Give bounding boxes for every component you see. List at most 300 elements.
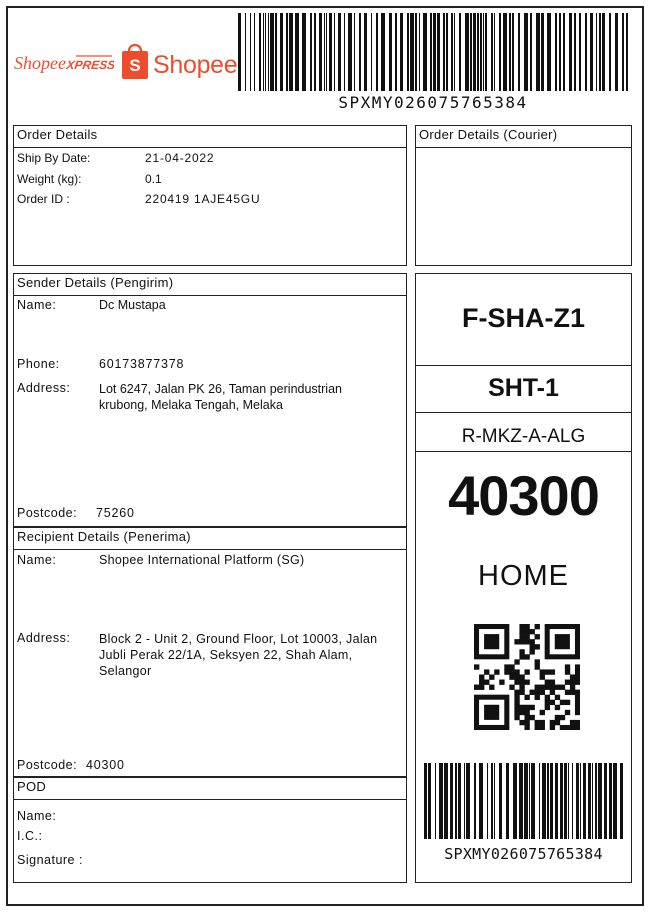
recipient-details-header: Recipient Details (Penerima) (14, 528, 406, 550)
spx-logo-mark (14, 48, 114, 78)
barcode-bar (410, 13, 414, 91)
route-code: R-MKZ-A-ALG (461, 426, 586, 447)
sender-postcode-label: Postcode: (17, 506, 78, 520)
barcode-bar (389, 13, 392, 91)
qr-module (519, 685, 524, 690)
qr-module (575, 669, 580, 674)
barcode-bar (329, 13, 332, 91)
barcode-bar (598, 763, 602, 839)
qr-module (530, 629, 535, 634)
qr-module (519, 720, 524, 725)
qr-module (555, 705, 560, 710)
qr-module (545, 695, 550, 700)
hub-code: F-SHA-Z1 (462, 303, 585, 333)
divider-2 (415, 412, 632, 413)
qr-module (570, 685, 575, 690)
barcode-bar (270, 13, 274, 91)
barcode-bar (555, 13, 557, 91)
qr-module (524, 705, 529, 710)
qr-module (555, 695, 560, 700)
qr-module (524, 695, 529, 700)
order-details-courier-header: Order Details (Courier) (416, 126, 631, 148)
barcode-bar (250, 13, 251, 91)
qr-module (509, 669, 514, 674)
qr-module (560, 715, 565, 720)
qr-module (504, 664, 509, 669)
barcode-bar (563, 13, 565, 91)
barcode-bar (376, 13, 378, 91)
qr-code-icon (474, 624, 580, 730)
order-details-courier-box (415, 125, 632, 266)
barcode-bar (245, 13, 246, 91)
qr-module (540, 690, 545, 695)
sorting-postcode: 40300 (448, 464, 599, 527)
qr-module (575, 700, 580, 705)
barcode-bar (344, 13, 345, 91)
barcode-bar (364, 13, 367, 91)
recipient-details-box (13, 527, 407, 777)
qr-module (575, 680, 580, 685)
barcode-bar (555, 763, 558, 839)
qr-module (560, 685, 565, 690)
barcode-bar (314, 13, 316, 91)
top-barcode (236, 13, 630, 91)
barcode-bar (547, 763, 549, 839)
barcode-bar (263, 13, 264, 91)
qr-module (570, 674, 575, 679)
qr-module (550, 720, 555, 725)
svg-text:XPRESS: XPRESS (65, 58, 114, 72)
qr-module (514, 700, 519, 705)
barcode-bar (541, 13, 544, 91)
qr-module (565, 669, 570, 674)
barcode-bar (238, 13, 241, 91)
pod-ic-label: I.C.: (17, 829, 43, 843)
qr-module (535, 695, 540, 700)
qr-module (519, 674, 524, 679)
barcode-bar (529, 763, 530, 839)
barcode-bar (371, 13, 372, 91)
qr-module (479, 685, 484, 690)
barcode-bar (439, 763, 443, 839)
qr-module (514, 659, 519, 664)
qr-module (524, 634, 529, 639)
barcode-bar (494, 13, 495, 91)
recipient-address-value: Block 2 - Unit 2, Ground Floor, Lot 10003, Jalan Jubli Perak 22/1A, Seksyen 22, Shah Alam, Selangor (99, 632, 378, 678)
qr-module (545, 669, 550, 674)
barcode-bar (324, 13, 325, 91)
barcode-bar (519, 763, 523, 839)
barcode-bar (348, 13, 352, 91)
bottom-barcode (422, 763, 625, 839)
qr-module (575, 674, 580, 679)
qr-module (555, 685, 560, 690)
barcode-bar (609, 13, 611, 91)
barcode-bar (585, 13, 587, 91)
sender-address-label: Address: (17, 381, 71, 395)
top-tracking-number: SPXMY026075765384 (338, 93, 528, 112)
qr-module (509, 674, 514, 679)
barcode-bar (530, 13, 532, 91)
barcode-bar (433, 13, 436, 91)
barcode-bar (518, 13, 520, 91)
qr-module (575, 720, 580, 725)
qr-module (575, 690, 580, 695)
qr-module (479, 674, 484, 679)
qr-module (535, 644, 540, 649)
barcode-bar (477, 13, 479, 91)
barcode-bar (400, 13, 403, 91)
barcode-bar (381, 13, 385, 91)
delivery-type: HOME (478, 560, 569, 592)
barcode-bar (444, 763, 448, 839)
order-details-header: Order Details (14, 126, 406, 148)
barcode-bar (604, 763, 607, 839)
barcode-bar (286, 13, 288, 91)
qr-module (489, 674, 494, 679)
svg-text:S: S (129, 56, 141, 75)
barcode-bar (583, 763, 586, 839)
qr-module (519, 705, 524, 710)
qr-module (519, 624, 524, 629)
shopee-logo-text: Shopee (153, 51, 238, 79)
qr-module (519, 680, 524, 685)
barcode-bar (465, 13, 469, 91)
pod-signature-label: Signature : (17, 853, 83, 867)
qr-module (570, 725, 575, 730)
barcode-bar (531, 763, 535, 839)
qr-module (514, 705, 519, 710)
qr-module (535, 634, 540, 639)
qr-module (484, 705, 499, 720)
barcode-bar (435, 763, 436, 839)
qr-module (540, 725, 545, 730)
barcode-bar (473, 13, 476, 91)
recipient-address-label: Address: (17, 631, 71, 645)
barcode-bar (459, 13, 461, 91)
qr-module (489, 685, 494, 690)
barcode-bar (564, 763, 567, 839)
barcode-bar (310, 13, 312, 91)
qr-module (555, 634, 570, 649)
barcode-bar (454, 13, 455, 91)
barcode-bar (590, 13, 593, 91)
qr-module (565, 680, 570, 685)
barcode-bar (494, 763, 495, 839)
qr-module (530, 690, 535, 695)
ship-by-label: Ship By Date: (17, 151, 91, 165)
barcode-bar (491, 763, 493, 839)
barcode-bar (547, 13, 551, 91)
barcode-bar (609, 763, 612, 839)
barcode-bar (524, 763, 528, 839)
svg-text:Shopee: Shopee (14, 53, 66, 73)
qr-module (535, 690, 540, 695)
barcode-bar (451, 13, 453, 91)
barcode-bar (595, 763, 597, 839)
barcode-bar (259, 13, 261, 91)
barcode-bar (487, 763, 488, 839)
qr-module (540, 685, 545, 690)
qr-module (530, 639, 535, 644)
qr-module (555, 715, 560, 720)
order-details-box (13, 125, 407, 266)
qr-module (484, 669, 489, 674)
qr-module (550, 669, 555, 674)
barcode-bar (480, 13, 482, 91)
barcode-bar (542, 763, 546, 839)
barcode-bar (506, 763, 509, 839)
barcode-bar (622, 13, 624, 91)
qr-module (514, 715, 519, 720)
qr-module (535, 659, 540, 664)
order-id-value: 220419 1AJE45GU (145, 192, 261, 206)
recipient-name-label: Name: (17, 553, 57, 567)
barcode-bar (568, 763, 569, 839)
divider-1 (415, 365, 632, 366)
barcode-bar (524, 13, 528, 91)
qr-module (570, 690, 575, 695)
barcode-bar (485, 13, 487, 91)
weight-value: 0.1 (145, 172, 162, 186)
qr-module (519, 639, 524, 644)
barcode-bar (359, 13, 361, 91)
qr-module (545, 700, 550, 705)
barcode-bar (280, 13, 283, 91)
qr-module (575, 725, 580, 730)
qr-module (530, 705, 535, 710)
pod-header: POD (14, 778, 406, 800)
barcode-bar (455, 763, 457, 839)
qr-module (519, 649, 524, 654)
qr-module (545, 680, 550, 685)
barcode-bar (491, 13, 493, 91)
qr-module (550, 690, 555, 695)
qr-module (540, 669, 545, 674)
qr-module (514, 674, 519, 679)
qr-module (499, 680, 504, 685)
qr-module (524, 639, 529, 644)
qr-module (530, 644, 535, 649)
qr-module (550, 725, 555, 730)
qr-module (474, 685, 479, 690)
barcode-bar (513, 763, 517, 839)
barcode-bar (503, 13, 507, 91)
barcode-bar (395, 13, 397, 91)
barcode-bar (572, 763, 573, 839)
barcode-bar (419, 13, 420, 91)
barcode-bar (474, 763, 476, 839)
qr-module (530, 649, 535, 654)
barcode-bar (415, 13, 417, 91)
qr-module (565, 710, 570, 715)
sender-phone-value: 60173877378 (99, 357, 185, 371)
barcode-bar (560, 763, 563, 839)
barcode-bar (602, 13, 605, 91)
qr-module (550, 700, 555, 705)
qr-module (560, 725, 565, 730)
barcode-bar (458, 763, 461, 839)
qr-module (514, 710, 519, 715)
qr-module (565, 725, 570, 730)
pod-name-label: Name: (17, 809, 57, 823)
qr-module (565, 664, 570, 669)
qr-module (565, 690, 570, 695)
barcode-bar (430, 13, 432, 91)
sender-name-label: Name: (17, 298, 57, 312)
barcode-bar (423, 13, 427, 91)
barcode-bar (509, 13, 511, 91)
shopee-bag-icon (120, 39, 150, 81)
barcode-bar (289, 13, 293, 91)
qr-module (575, 710, 580, 715)
barcode-bar (302, 13, 306, 91)
barcode-bar (620, 763, 623, 839)
sender-name-value: Dc Mustapa (99, 298, 166, 312)
qr-module (514, 639, 519, 644)
barcode-bar (338, 13, 341, 91)
barcode-bar (334, 13, 335, 91)
barcode-bar (443, 13, 445, 91)
order-id-label: Order ID : (17, 192, 70, 206)
qr-module (560, 700, 565, 705)
qr-module (535, 624, 540, 629)
qr-module (540, 720, 545, 725)
barcode-bar (464, 763, 465, 839)
qr-module (535, 685, 540, 690)
barcode-bar (254, 13, 255, 91)
sender-postcode-value: 75260 (96, 506, 135, 520)
qr-module (524, 725, 529, 730)
qr-module (530, 715, 535, 720)
qr-module (550, 680, 555, 685)
qr-module (524, 654, 529, 659)
qr-module (575, 705, 580, 710)
qr-module (519, 629, 524, 634)
barcode-bar (613, 763, 617, 839)
barcode-bar (275, 13, 277, 91)
recipient-postcode-value: 40300 (86, 758, 125, 772)
barcode-bar (319, 13, 322, 91)
barcode-bar (479, 763, 483, 839)
barcode-bar (599, 13, 601, 91)
station-code: SHT-1 (488, 374, 559, 402)
qr-module (575, 664, 580, 669)
sender-details-box (13, 273, 407, 527)
barcode-bar (265, 13, 266, 91)
qr-module (519, 654, 524, 659)
pod-box (13, 777, 407, 883)
qr-module (570, 720, 575, 725)
qr-module (504, 669, 509, 674)
barcode-bar (428, 763, 431, 839)
barcode-bar (499, 763, 502, 839)
qr-module (524, 669, 529, 674)
barcode-bar (295, 13, 299, 91)
qr-module (484, 680, 489, 685)
recipient-name-value: Shopee International Platform (SG) (99, 553, 305, 567)
qr-module (540, 710, 545, 715)
qr-module (545, 685, 550, 690)
qr-module (575, 695, 580, 700)
qr-module (514, 695, 519, 700)
bottom-tracking-number: SPXMY026075765384 (444, 845, 603, 863)
barcode-bar (536, 13, 540, 91)
barcode-bar (326, 13, 327, 91)
barcode-bar (470, 13, 472, 91)
barcode-icon (236, 13, 630, 91)
divider-3 (415, 451, 632, 452)
qr-module (524, 680, 529, 685)
qr-module (474, 664, 479, 669)
barcode-bar (450, 763, 453, 839)
sender-phone-label: Phone: (17, 357, 60, 371)
qr-module (545, 705, 550, 710)
weight-label: Weight (kg): (17, 172, 82, 186)
qr-module (535, 664, 540, 669)
qr-module (524, 720, 529, 725)
barcode-bar (579, 13, 581, 91)
barcode-bar (512, 13, 514, 91)
sender-address-value: Lot 6247, Jalan PK 26, Taman perindustrian krubong, Melaka Tengah, Melaka (99, 382, 342, 412)
barcode-bar (466, 763, 470, 839)
qr-module (535, 720, 540, 725)
qr-module (519, 690, 524, 695)
barcode-bar (437, 13, 440, 91)
barcode-bar (550, 763, 553, 839)
qr-module (570, 680, 575, 685)
barcode-bar (407, 13, 409, 91)
qr-module (514, 680, 519, 685)
qr-module (494, 669, 499, 674)
barcode-bar (596, 13, 597, 91)
qr-module (484, 634, 499, 649)
ship-by-value: 21-04-2022 (145, 151, 215, 165)
qr-module (519, 710, 524, 715)
barcode-bar (626, 13, 628, 91)
qr-module (509, 664, 514, 669)
barcode-bar (539, 763, 540, 839)
barcode-bar (574, 13, 576, 91)
barcode-bar (592, 763, 593, 839)
barcode-bar (615, 13, 618, 91)
barcode-bar (424, 763, 427, 839)
barcode-icon (422, 763, 625, 839)
qr-module (509, 685, 514, 690)
qr-module (524, 624, 529, 629)
barcode-bar (446, 13, 448, 91)
qr-module (524, 715, 529, 720)
qr-module (540, 674, 545, 679)
barcode-bar (499, 13, 501, 91)
qr-code (474, 624, 580, 730)
barcode-bar (580, 763, 581, 839)
recipient-postcode-label: Postcode: (17, 758, 78, 772)
barcode-bar (569, 13, 572, 91)
sender-details-header: Sender Details (Pengirim) (14, 274, 406, 296)
barcode-bar (576, 763, 579, 839)
qr-module (550, 685, 555, 690)
barcode-bar (559, 13, 561, 91)
qr-module (519, 634, 524, 639)
barcode-bar (588, 763, 591, 839)
qr-module (524, 710, 529, 715)
qr-module (555, 720, 560, 725)
qr-module (535, 725, 540, 730)
qr-module (524, 629, 529, 634)
qr-module (514, 669, 519, 674)
barcode-bar (483, 13, 484, 91)
